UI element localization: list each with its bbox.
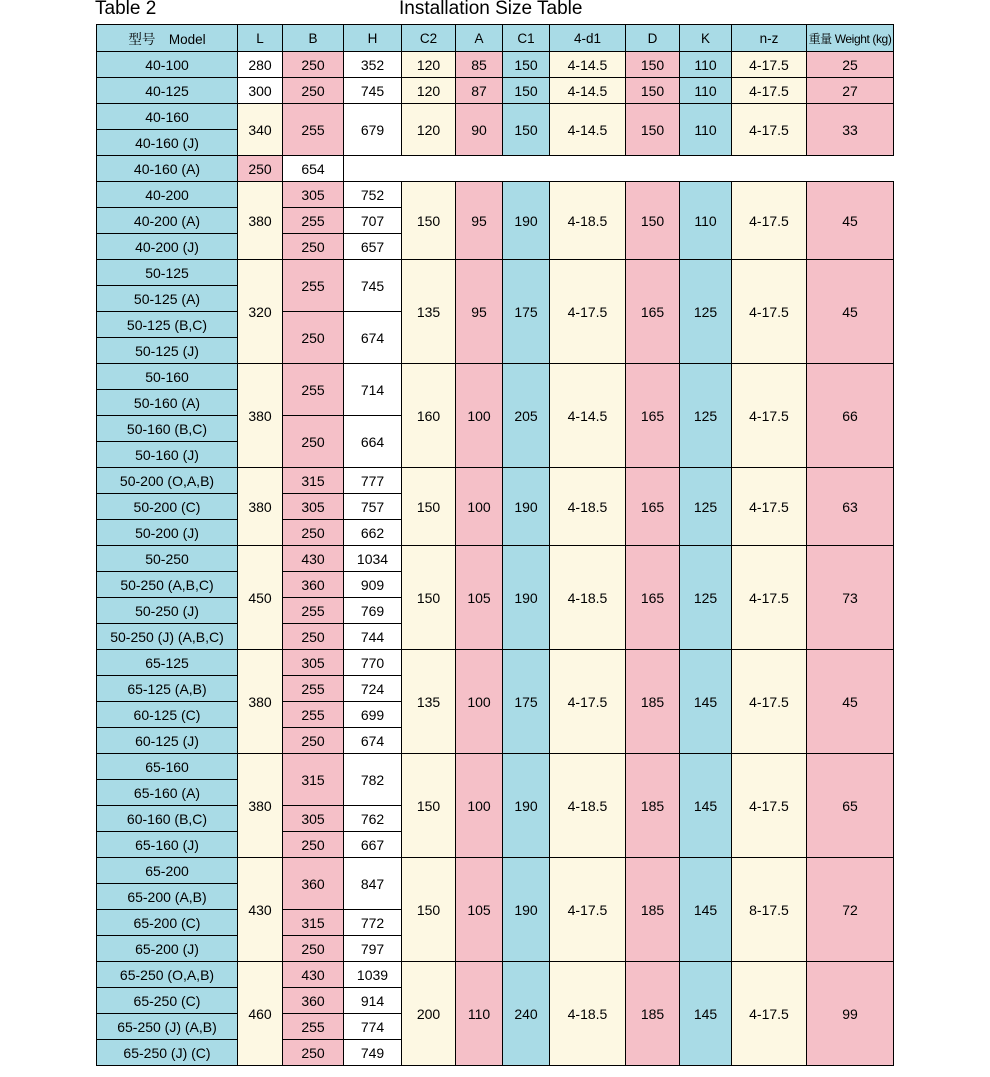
cell-b: 255 (283, 1014, 344, 1040)
cell-n-z: 4-17.5 (732, 468, 807, 546)
cell-b: 250 (238, 156, 283, 182)
cell-h: 752 (344, 182, 402, 208)
cell-h: 744 (344, 624, 402, 650)
cell-l: 300 (238, 78, 283, 104)
table-row (97, 650, 894, 676)
cell-model: 50-160 (A) (97, 390, 238, 416)
cell-l: 460 (238, 962, 283, 1066)
header-n-z: n-z (732, 25, 807, 52)
table-row (97, 52, 894, 78)
cell-b: 250 (283, 234, 344, 260)
cell-h: 745 (344, 260, 402, 312)
cell-model: 65-250 (C) (97, 988, 238, 1014)
cell-h: 847 (344, 858, 402, 910)
cell-k: 125 (680, 364, 732, 468)
cell-b: 305 (283, 494, 344, 520)
cell-h: 774 (344, 1014, 402, 1040)
cell-d: 150 (626, 182, 680, 260)
cell-a: 100 (456, 364, 503, 468)
cell-l: 380 (238, 754, 283, 858)
cell-h: 352 (344, 52, 402, 78)
table-row (97, 156, 894, 182)
cell-weight: 65 (807, 754, 894, 858)
cell-4-d1: 4-17.5 (550, 650, 626, 754)
table-row (97, 468, 894, 494)
cell-model: 60-125 (C) (97, 702, 238, 728)
cell-n-z: 4-17.5 (732, 78, 807, 104)
header-c2: C2 (402, 25, 456, 52)
cell-model: 40-200 (A) (97, 208, 238, 234)
cell-model: 65-250 (J) (A,B) (97, 1014, 238, 1040)
cell-k: 145 (680, 650, 732, 754)
cell-b: 255 (283, 208, 344, 234)
cell-model: 50-200 (J) (97, 520, 238, 546)
cell-4-d1: 4-14.5 (550, 52, 626, 78)
cell-model: 50-200 (O,A,B) (97, 468, 238, 494)
cell-c2: 120 (402, 52, 456, 78)
cell-model: 50-250 (J) (A,B,C) (97, 624, 238, 650)
cell-h: 797 (344, 936, 402, 962)
cell-c1: 150 (503, 52, 550, 78)
cell-k: 125 (680, 468, 732, 546)
cell-model: 40-160 (97, 104, 238, 130)
cell-c1: 150 (503, 104, 550, 156)
cell-b: 250 (283, 1040, 344, 1066)
cell-h: 674 (344, 728, 402, 754)
cell-b: 430 (283, 962, 344, 988)
cell-a: 100 (456, 754, 503, 858)
cell-h: 707 (344, 208, 402, 234)
header-l: L (238, 25, 283, 52)
cell-h: 664 (344, 416, 402, 468)
cell-h: 772 (344, 910, 402, 936)
cell-b: 255 (283, 104, 344, 156)
cell-model: 50-125 (J) (97, 338, 238, 364)
cell-b: 250 (283, 832, 344, 858)
cell-n-z: 4-17.5 (732, 104, 807, 156)
cell-model: 65-160 (J) (97, 832, 238, 858)
cell-c2: 200 (402, 962, 456, 1066)
table-row (97, 364, 894, 390)
cell-b: 255 (283, 702, 344, 728)
cell-c2: 135 (402, 260, 456, 364)
cell-n-z: 4-17.5 (732, 546, 807, 650)
cell-b: 430 (283, 546, 344, 572)
cell-c2: 120 (402, 78, 456, 104)
cell-b: 250 (283, 78, 344, 104)
cell-c1: 190 (503, 182, 550, 260)
cell-b: 250 (283, 624, 344, 650)
cell-h: 674 (344, 312, 402, 364)
table-row (97, 182, 894, 208)
cell-model: 40-200 (97, 182, 238, 208)
cell-k: 145 (680, 858, 732, 962)
cell-k: 125 (680, 260, 732, 364)
cell-b: 360 (283, 988, 344, 1014)
cell-model: 50-125 (97, 260, 238, 286)
cell-b: 305 (283, 182, 344, 208)
cell-b: 250 (283, 936, 344, 962)
cell-l: 380 (238, 364, 283, 468)
cell-model: 65-125 (A,B) (97, 676, 238, 702)
cell-b: 305 (283, 806, 344, 832)
cell-d: 185 (626, 858, 680, 962)
cell-weight: 45 (807, 260, 894, 364)
cell-d: 150 (626, 104, 680, 156)
header-b: B (283, 25, 344, 52)
table-row (97, 104, 894, 130)
cell-a: 87 (456, 78, 503, 104)
cell-b: 305 (283, 650, 344, 676)
cell-model: 65-200 (J) (97, 936, 238, 962)
table-row (97, 754, 894, 780)
cell-k: 110 (680, 78, 732, 104)
cell-c1: 240 (503, 962, 550, 1066)
cell-weight: 33 (807, 104, 894, 156)
cell-h: 749 (344, 1040, 402, 1066)
cell-model: 50-160 (97, 364, 238, 390)
cell-b: 250 (283, 312, 344, 364)
cell-weight: 63 (807, 468, 894, 546)
cell-k: 110 (680, 104, 732, 156)
cell-weight: 45 (807, 182, 894, 260)
cell-model: 65-250 (J) (C) (97, 1040, 238, 1066)
table-row (97, 546, 894, 572)
cell-l: 280 (238, 52, 283, 78)
cell-a: 100 (456, 468, 503, 546)
cell-h: 777 (344, 468, 402, 494)
table-row (97, 78, 894, 104)
cell-d: 185 (626, 962, 680, 1066)
cell-4-d1: 4-18.5 (550, 546, 626, 650)
cell-weight: 45 (807, 650, 894, 754)
cell-n-z: 4-17.5 (732, 650, 807, 754)
cell-h: 769 (344, 598, 402, 624)
cell-l: 380 (238, 182, 283, 260)
cell-d: 150 (626, 78, 680, 104)
cell-model: 65-160 (97, 754, 238, 780)
cell-l: 320 (238, 260, 283, 364)
cell-b: 360 (283, 858, 344, 910)
cell-b: 315 (283, 754, 344, 806)
cell-4-d1: 4-17.5 (550, 858, 626, 962)
cell-a: 105 (456, 546, 503, 650)
cell-h: 679 (344, 104, 402, 156)
cell-h: 909 (344, 572, 402, 598)
cell-n-z: 4-17.5 (732, 754, 807, 858)
cell-model: 50-250 (J) (97, 598, 238, 624)
cell-d: 165 (626, 468, 680, 546)
cell-4-d1: 4-17.5 (550, 260, 626, 364)
cell-d: 150 (626, 52, 680, 78)
installation-size-table (96, 24, 894, 1066)
cell-h: 1034 (344, 546, 402, 572)
cell-c1: 150 (503, 78, 550, 104)
cell-c2: 160 (402, 364, 456, 468)
cell-b: 315 (283, 910, 344, 936)
header-row (97, 25, 894, 52)
cell-b: 250 (283, 416, 344, 468)
cell-model: 50-160 (J) (97, 442, 238, 468)
cell-d: 165 (626, 546, 680, 650)
cell-h: 657 (344, 234, 402, 260)
cell-weight: 72 (807, 858, 894, 962)
cell-model: 50-200 (C) (97, 494, 238, 520)
cell-weight: 27 (807, 78, 894, 104)
cell-k: 110 (680, 182, 732, 260)
header-c1: C1 (503, 25, 550, 52)
cell-k: 145 (680, 962, 732, 1066)
cell-4-d1: 4-14.5 (550, 364, 626, 468)
cell-c1: 190 (503, 754, 550, 858)
cell-a: 105 (456, 858, 503, 962)
cell-weight: 73 (807, 546, 894, 650)
cell-d: 165 (626, 260, 680, 364)
header-4-d1: 4-d1 (550, 25, 626, 52)
header-h: H (344, 25, 402, 52)
cell-model: 40-200 (J) (97, 234, 238, 260)
cell-b: 360 (283, 572, 344, 598)
cell-model: 50-160 (B,C) (97, 416, 238, 442)
cell-h: 745 (344, 78, 402, 104)
cell-k: 110 (680, 52, 732, 78)
cell-c2: 150 (402, 182, 456, 260)
cell-b: 315 (283, 468, 344, 494)
cell-model: 60-125 (J) (97, 728, 238, 754)
cell-n-z: 4-17.5 (732, 260, 807, 364)
cell-h: 714 (344, 364, 402, 416)
cell-h: 654 (283, 156, 344, 182)
cell-model: 40-100 (97, 52, 238, 78)
cell-b: 250 (283, 728, 344, 754)
cell-n-z: 4-17.5 (732, 962, 807, 1066)
cell-c1: 190 (503, 468, 550, 546)
cell-c1: 175 (503, 650, 550, 754)
cell-d: 185 (626, 754, 680, 858)
cell-4-d1: 4-14.5 (550, 104, 626, 156)
cell-b: 250 (283, 520, 344, 546)
cell-weight: 99 (807, 962, 894, 1066)
cell-b: 255 (283, 598, 344, 624)
cell-4-d1: 4-18.5 (550, 468, 626, 546)
cell-a: 110 (456, 962, 503, 1066)
cell-c2: 150 (402, 546, 456, 650)
cell-h: 770 (344, 650, 402, 676)
cell-model: 65-200 (A,B) (97, 884, 238, 910)
cell-c2: 150 (402, 754, 456, 858)
cell-b: 255 (283, 260, 344, 312)
cell-weight: 25 (807, 52, 894, 78)
cell-4-d1: 4-18.5 (550, 962, 626, 1066)
table-row (97, 962, 894, 988)
cell-c1: 205 (503, 364, 550, 468)
cell-h: 757 (344, 494, 402, 520)
cell-model: 50-125 (B,C) (97, 312, 238, 338)
cell-model: 40-160 (A) (97, 156, 238, 182)
cell-k: 145 (680, 754, 732, 858)
table-body (97, 52, 894, 1066)
cell-c1: 190 (503, 546, 550, 650)
cell-n-z: 4-17.5 (732, 52, 807, 78)
cell-h: 699 (344, 702, 402, 728)
cell-weight: 66 (807, 364, 894, 468)
cell-a: 85 (456, 52, 503, 78)
cell-c2: 135 (402, 650, 456, 754)
header-a: A (456, 25, 503, 52)
cell-l: 430 (238, 858, 283, 962)
cell-model: 65-200 (C) (97, 910, 238, 936)
cell-b: 255 (283, 676, 344, 702)
cell-c2: 150 (402, 858, 456, 962)
cell-h: 782 (344, 754, 402, 806)
cell-h: 762 (344, 806, 402, 832)
cell-a: 90 (456, 104, 503, 156)
cell-c1: 175 (503, 260, 550, 364)
cell-model: 60-160 (B,C) (97, 806, 238, 832)
cell-c2: 150 (402, 468, 456, 546)
cell-h: 1039 (344, 962, 402, 988)
cell-model: 50-250 (97, 546, 238, 572)
header-d: D (626, 25, 680, 52)
table-row (97, 260, 894, 286)
cell-model: 65-125 (97, 650, 238, 676)
cell-l: 380 (238, 650, 283, 754)
cell-c1: 190 (503, 858, 550, 962)
table-title: Installation Size Table (399, 0, 583, 19)
cell-model: 65-160 (A) (97, 780, 238, 806)
cell-a: 95 (456, 182, 503, 260)
cell-c2: 120 (402, 104, 456, 156)
cell-b: 255 (283, 364, 344, 416)
cell-model: 50-125 (A) (97, 286, 238, 312)
cell-h: 914 (344, 988, 402, 1014)
header-k: K (680, 25, 732, 52)
table-row (97, 858, 894, 884)
cell-b: 250 (283, 52, 344, 78)
cell-h: 662 (344, 520, 402, 546)
cell-l: 380 (238, 468, 283, 546)
cell-n-z: 4-17.5 (732, 364, 807, 468)
cell-model: 65-250 (O,A,B) (97, 962, 238, 988)
cell-l: 340 (238, 104, 283, 156)
cell-h: 667 (344, 832, 402, 858)
header-model: 型号 Model (97, 25, 238, 52)
cell-model: 40-160 (J) (97, 130, 238, 156)
cell-k: 125 (680, 546, 732, 650)
cell-model: 65-200 (97, 858, 238, 884)
cell-h: 724 (344, 676, 402, 702)
cell-model: 40-125 (97, 78, 238, 104)
table-label: Table 2 (95, 0, 157, 19)
cell-a: 95 (456, 260, 503, 364)
cell-a: 100 (456, 650, 503, 754)
cell-n-z: 4-17.5 (732, 182, 807, 260)
cell-4-d1: 4-18.5 (550, 182, 626, 260)
cell-model: 50-250 (A,B,C) (97, 572, 238, 598)
cell-4-d1: 4-14.5 (550, 78, 626, 104)
header-weight: 重量 Weight (kg) (807, 25, 894, 52)
cell-n-z: 8-17.5 (732, 858, 807, 962)
cell-l: 450 (238, 546, 283, 650)
cell-4-d1: 4-18.5 (550, 754, 626, 858)
cell-d: 185 (626, 650, 680, 754)
cell-d: 165 (626, 364, 680, 468)
